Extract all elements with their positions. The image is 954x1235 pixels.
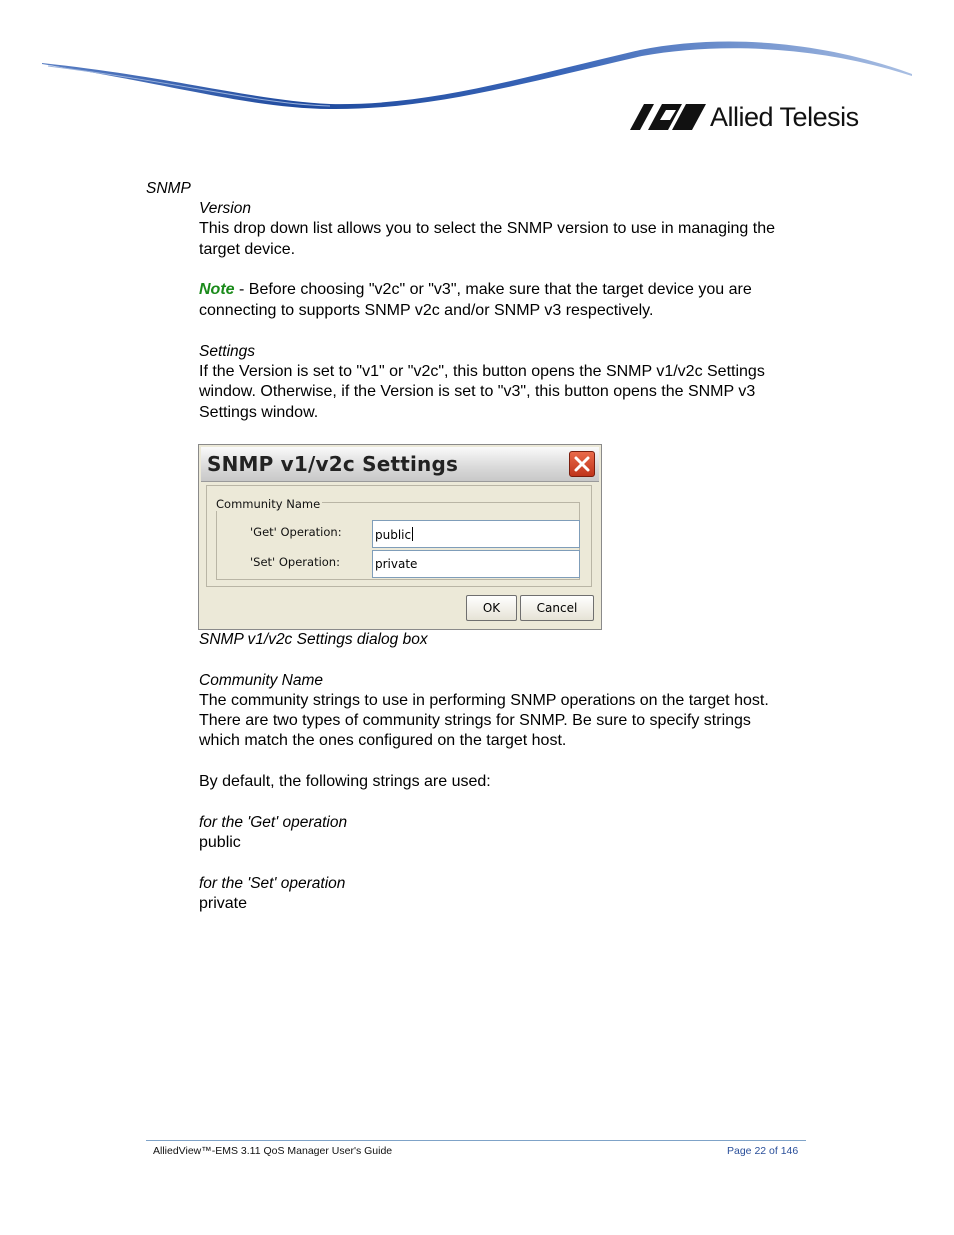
community-text-line: which match the ones configured on the target host. (199, 732, 567, 749)
get-operation-heading: for the 'Get' operation (199, 814, 348, 831)
note-paragraph (199, 280, 752, 300)
footer-page-number: Page 22 of 146 (727, 1145, 799, 1157)
set-operation-label: 'Set' Operation: (250, 555, 340, 569)
settings-text-line: If the Version is set to "v1" or "v2c", this button opens the SNMP v1/v2c Settings (199, 363, 765, 380)
defaults-text: By default, the following strings are used: (199, 773, 491, 790)
get-operation-label: 'Get' Operation: (250, 525, 342, 539)
footer-divider (146, 1140, 806, 1141)
snmp-settings-dialog (198, 444, 602, 630)
allied-telesis-logo (630, 100, 870, 134)
cancel-button[interactable]: Cancel (520, 595, 594, 621)
get-operation-input[interactable]: public (372, 520, 580, 548)
settings-text-line: window. Otherwise, if the Version is set to "v3", this button opens the SNMP v3 (199, 383, 756, 400)
set-operation-heading: for the 'Set' operation (199, 875, 346, 892)
text-caret (412, 527, 413, 541)
community-heading: Community Name (199, 672, 324, 689)
settings-heading: Settings (199, 343, 256, 360)
settings-text-line: Settings window. (199, 404, 319, 421)
ok-button[interactable]: OK (466, 595, 517, 621)
logo-mark-icon (630, 104, 706, 134)
set-operation-value: private (199, 895, 248, 912)
close-button[interactable] (569, 451, 595, 477)
logo-text: Allied Telesis (710, 102, 859, 132)
dialog-caption: SNMP v1/v2c Settings dialog box (199, 631, 428, 648)
community-text-line: There are two types of community strings for SNMP. Be sure to specify strings (199, 712, 751, 729)
note-label: Note (199, 281, 235, 298)
version-heading: Version (199, 200, 251, 217)
dialog-title: SNMP v1/v2c Settings (207, 452, 459, 476)
get-operation-value: public (199, 834, 241, 851)
version-text-line: target device. (199, 241, 296, 258)
set-operation-input[interactable]: private (372, 550, 580, 578)
footer-title: AlliedView™-EMS 3.11 QoS Manager User's Guide (153, 1145, 393, 1157)
note-text-line: connecting to supports SNMP v2c and/or SNMP v3 respectively. (199, 302, 654, 319)
version-text-line: This drop down list allows you to select the SNMP version to use in managing the (199, 220, 775, 237)
section-heading: SNMP (146, 180, 191, 197)
dialog-titlebar (201, 447, 599, 482)
note-text: - Before choosing "v2c" or "v3", make sure that the target device you are (234, 281, 752, 298)
community-text-line: The community strings to use in performing SNMP operations on the target host. (199, 692, 769, 709)
close-icon (573, 455, 591, 473)
groupbox-label: Community Name (216, 497, 321, 511)
